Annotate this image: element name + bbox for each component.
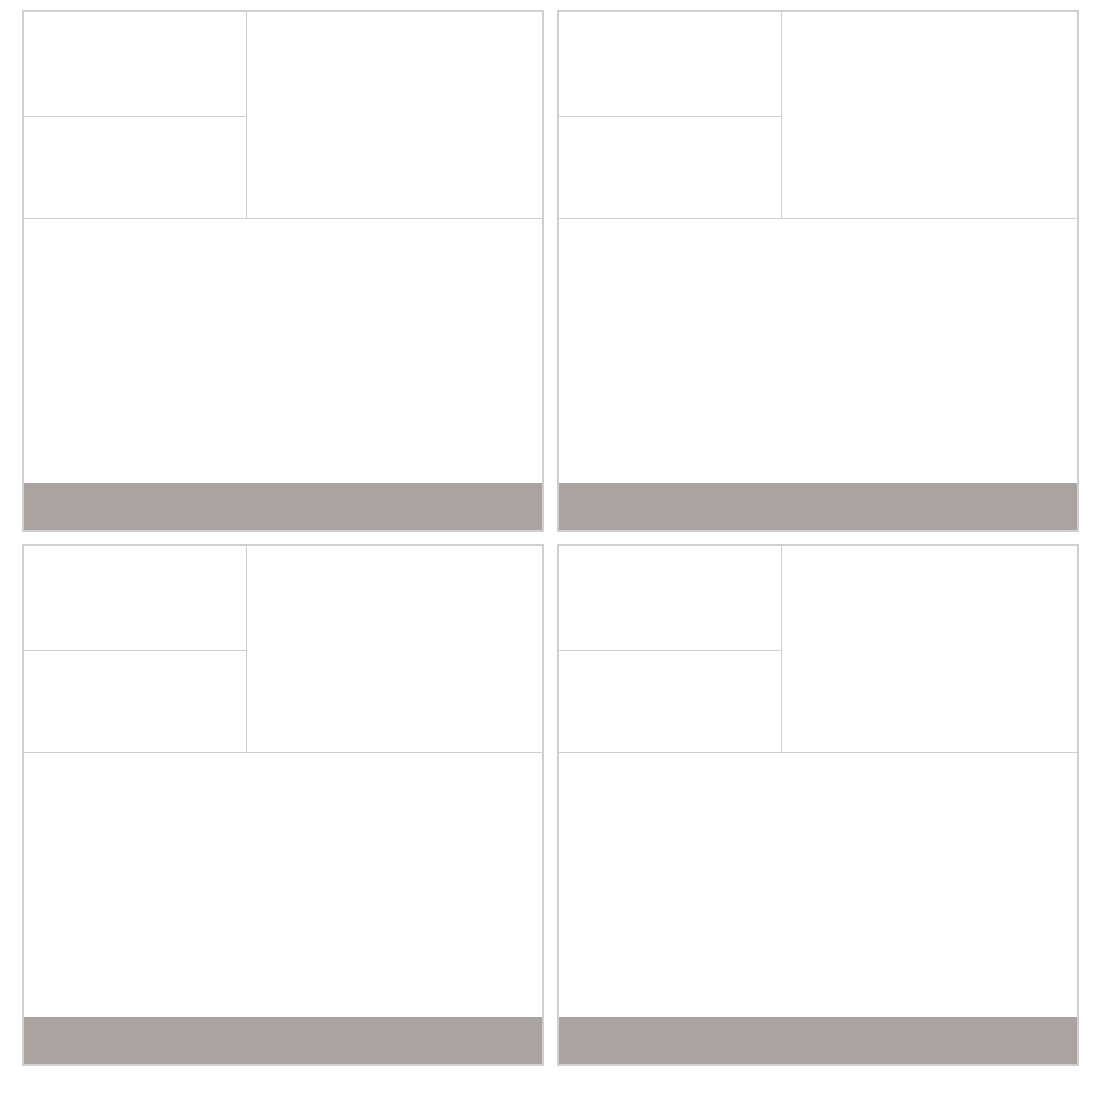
foot-illustration [247,546,544,752]
size-info-column [559,546,782,752]
foot-shape-box [559,650,781,752]
size-review-card-s [22,10,544,532]
foot-measurement-diagram [782,12,1079,218]
size-review-card-l [22,544,544,1066]
section-divider [24,752,542,753]
foot-shape-box [24,650,246,752]
foot-measurement-diagram [247,546,544,752]
foot-measurement-diagram [247,12,544,218]
recommended-size-bar [24,483,542,530]
size-info-column [559,12,782,218]
section-divider [24,218,542,219]
usual-size-box [24,12,246,117]
size-review-card-m [557,10,1079,532]
usual-size-box [559,546,781,651]
recommended-size-bar [559,483,1077,530]
section-divider [559,752,1077,753]
foot-illustration [782,546,1079,752]
foot-measurement-diagram [782,546,1079,752]
recommended-size-bar [559,1017,1077,1064]
recommended-size-bar [24,1017,542,1064]
foot-shape-box [559,116,781,218]
foot-shape-box [24,116,246,218]
foot-illustration [782,12,1079,218]
size-review-card-ll [557,544,1079,1066]
usual-size-box [559,12,781,117]
size-info-column [24,12,247,218]
size-info-column [24,546,247,752]
foot-illustration [247,12,544,218]
section-divider [559,218,1077,219]
usual-size-box [24,546,246,651]
